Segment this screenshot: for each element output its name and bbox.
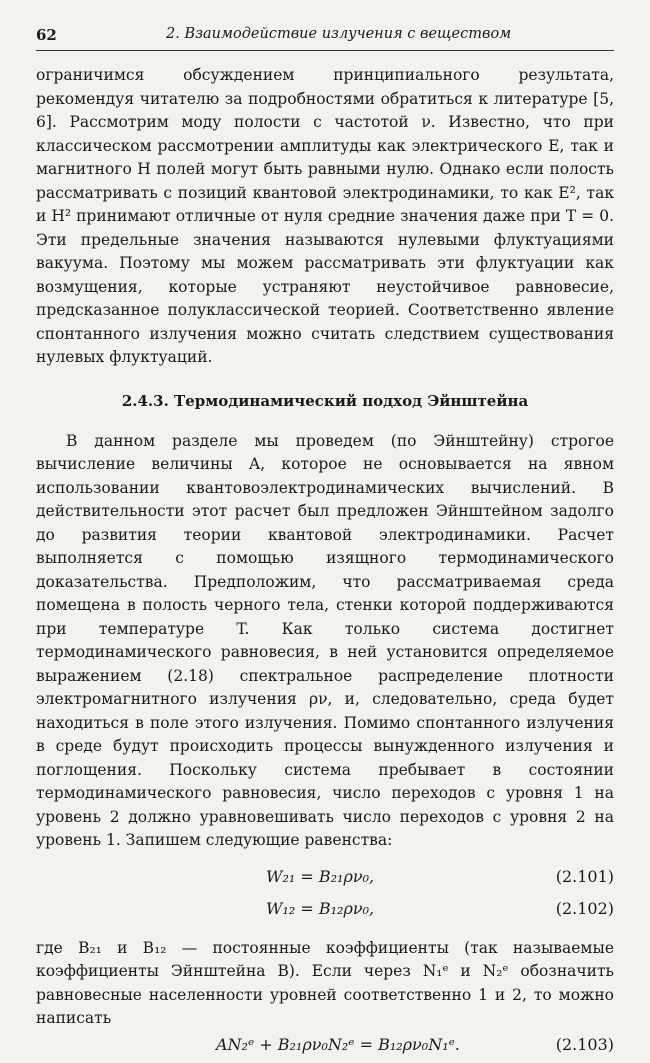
- equation-2-103: [36, 1031, 614, 1063]
- section-heading: 2.4.3. Термодинамический подход Эйнштейна: [121, 391, 529, 410]
- paragraph-einstein: В данном разделе мы проведем (по Эйнштейну) строгое вычисление величины A, которое не основывается на явном использовании квантовоэлектродинамических вычислений. В действительности этот расчет был предложен Эйнштейном задолго до развития теории квантовой электродинамики. Расчет выполняется с помощью изящного термодинамического доказательства. Предположим, что рассматриваемая среда помещена в полость черного тела, стенки которой поддерживаются при температуре T. Как только система достигнет термодинамического равновесия, в ней установится определяемое выражением (2.18) спектральное распределение плотности электромагнитного излучения ρν, и, следовательно, среда будет находиться в поле этого излучения. Помимо спонтанного излучения в среде будут происходить процессы вынужденного излучения и поглощения. Поскольку система пребывает в состоянии термодинамического равновесия, число переходов с уровня 1 на уровень 2 должно уравновешивать число переходов с уровня 2 на уровень 1. Запишем следующие равенства:: [36, 431, 614, 849]
- equation-number: (2.101): [555, 866, 614, 886]
- paragraph-intro: ограничимся обсуждением принципиального результата, рекомендуя читателю за подробностями обратиться к литературе [5, 6]. Рассмотрим моду полости с частотой ν. Известно, что при классическом рассмотрении амплитуды как электрического E, так и магнитного H полей могут быть равными нулю. Однако если полость рассматривать с позиций квантовой электродинамики, то как E², так и H² принимают отличные от нуля средние значения даже при T = 0. Эти предельные значения называются нулевыми флуктуациями вакуума. Поэтому мы можем рассматривать эти флуктуации как возмущения, которые устраняют неустойчивое равновесие, предсказанное полуклассической теорией. Соответственно явление спонтанного излучения можно считать следствием существования нулевых флуктуаций.: [36, 66, 614, 366]
- page-body: [36, 64, 614, 1063]
- equation-expression: AN₂ᵉ + B₂₁ρν₀N₂ᵉ = B₁₂ρν₀N₁ᵉ.: [216, 1034, 460, 1054]
- equation-number: (2.103): [555, 1034, 614, 1054]
- equation-2-102: [36, 895, 614, 927]
- chapter-title: 2. Взаимодействие излучения с веществом: [166, 26, 512, 42]
- equation-expression: W₂₁ = B₂₁ρν₀,: [266, 866, 375, 886]
- paragraph-coefficients: где B₂₁ и B₁₂ — постоянные коэффициенты (так называемые коэффициенты Эйнштейна B). Если через N₁ᵉ и N₂ᵉ обозначить равновесные населенности уровней соответственно 1 и 2, то можно написать: [36, 938, 614, 1027]
- running-head: [36, 26, 614, 51]
- equation-expression: W₁₂ = B₁₂ρν₀,: [266, 898, 375, 918]
- equation-2-101: [36, 863, 614, 895]
- equation-number: (2.102): [555, 898, 614, 918]
- page-number: 62: [36, 26, 57, 44]
